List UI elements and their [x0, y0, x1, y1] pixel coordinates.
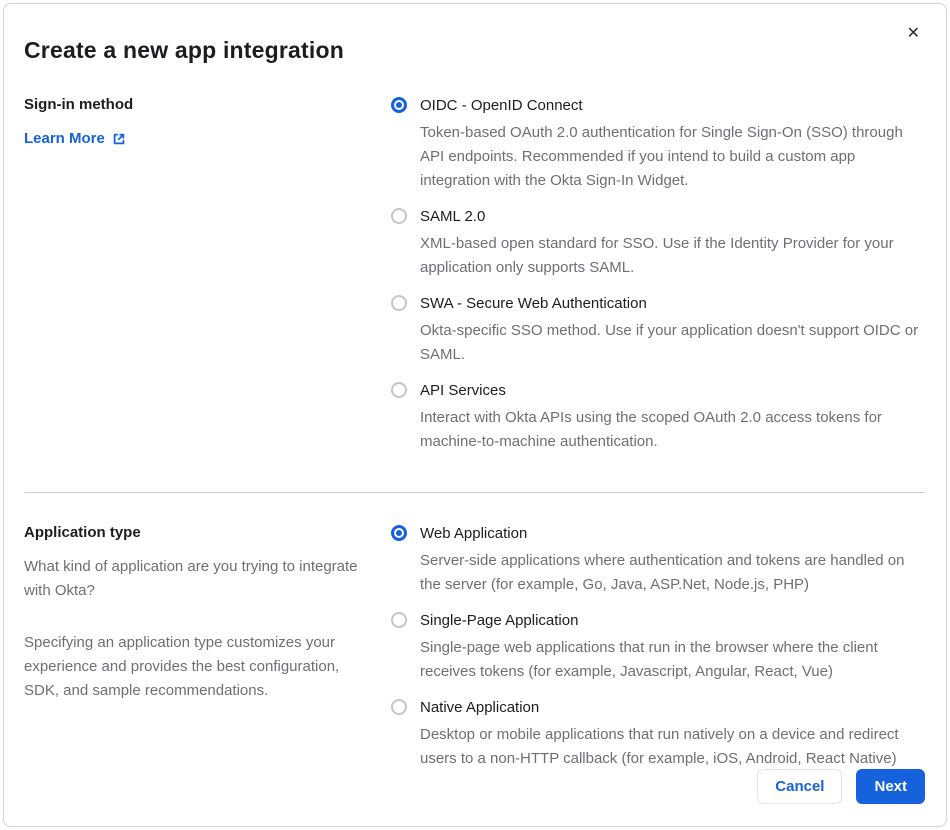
- learn-more-link[interactable]: [24, 130, 126, 147]
- option-description: Server-side applications where authentication and tokens are handled on the server (for example, Go, Java, ASP.Net, Node.js, PHP): [420, 552, 905, 593]
- section-divider: [25, 492, 925, 493]
- option-label: Web Application: [420, 525, 528, 542]
- option-saml[interactable]: [391, 205, 926, 280]
- create-app-integration-dialog: [3, 3, 947, 827]
- option-oidc[interactable]: [391, 94, 926, 193]
- sign-in-method-left-column: [24, 94, 364, 466]
- section-sign-in-method: [24, 94, 926, 466]
- radio-oidc-selected-icon[interactable]: [391, 97, 407, 113]
- option-label: SWA - Secure Web Authentication: [420, 295, 647, 312]
- application-type-left-column: [24, 522, 364, 783]
- option-description: Single-page web applications that run in the browser where the client receives tokens (for example, Javascript, Angular, React, Vue): [420, 639, 878, 680]
- option-swa[interactable]: [391, 292, 926, 367]
- option-label: API Services: [420, 382, 506, 399]
- radio-api-services-icon[interactable]: [391, 382, 407, 398]
- option-label: Native Application: [420, 699, 540, 716]
- radio-web-application-selected-icon[interactable]: [391, 525, 407, 541]
- option-api-services[interactable]: [391, 379, 926, 454]
- radio-native-application-icon[interactable]: [391, 699, 407, 715]
- close-icon[interactable]: ✕: [903, 22, 924, 46]
- option-native-application[interactable]: [391, 696, 926, 771]
- section-application-type: [24, 522, 926, 783]
- cancel-button[interactable]: Cancel: [757, 769, 842, 804]
- application-type-question: What kind of application are you trying to integrate with Okta?: [24, 558, 358, 599]
- application-type-label: Application type: [24, 524, 141, 541]
- option-description: Interact with Okta APIs using the scoped OAuth 2.0 access tokens for machine-to-machine authentication.: [420, 409, 882, 450]
- option-label: SAML 2.0: [420, 208, 486, 225]
- sign-in-method-options: [391, 94, 926, 466]
- option-description: Okta-specific SSO method. Use if your application doesn't support OIDC or SAML.: [420, 322, 919, 363]
- sign-in-method-label: Sign-in method: [24, 96, 134, 113]
- application-type-options: [391, 522, 926, 783]
- option-description: Desktop or mobile applications that run natively on a device and redirect users to a non-HTTP callback (for example, iOS, Android, React Native): [420, 726, 899, 767]
- option-description: Token-based OAuth 2.0 authentication for Single Sign-On (SSO) through API endpoints. Recommended if you intend to build a custom app integration with the Okta Sign-In Widget.: [420, 124, 903, 189]
- option-label: OIDC - OpenID Connect: [420, 97, 583, 114]
- option-web-application[interactable]: [391, 522, 926, 597]
- radio-single-page-application-icon[interactable]: [391, 612, 407, 628]
- option-label: Single-Page Application: [420, 612, 579, 629]
- external-link-icon: [112, 132, 126, 146]
- next-button[interactable]: Next: [856, 769, 925, 804]
- radio-swa-icon[interactable]: [391, 295, 407, 311]
- option-description: XML-based open standard for SSO. Use if the Identity Provider for your application only supports SAML.: [420, 235, 894, 276]
- radio-saml-icon[interactable]: [391, 208, 407, 224]
- page-title: Create a new app integration: [24, 37, 344, 63]
- dialog-footer: [757, 769, 925, 804]
- learn-more-label: Learn More: [24, 130, 105, 147]
- option-single-page-application[interactable]: [391, 609, 926, 684]
- application-type-hint: Specifying an application type customizes your experience and provides the best configuration, SDK, and sample recommendations.: [24, 634, 340, 699]
